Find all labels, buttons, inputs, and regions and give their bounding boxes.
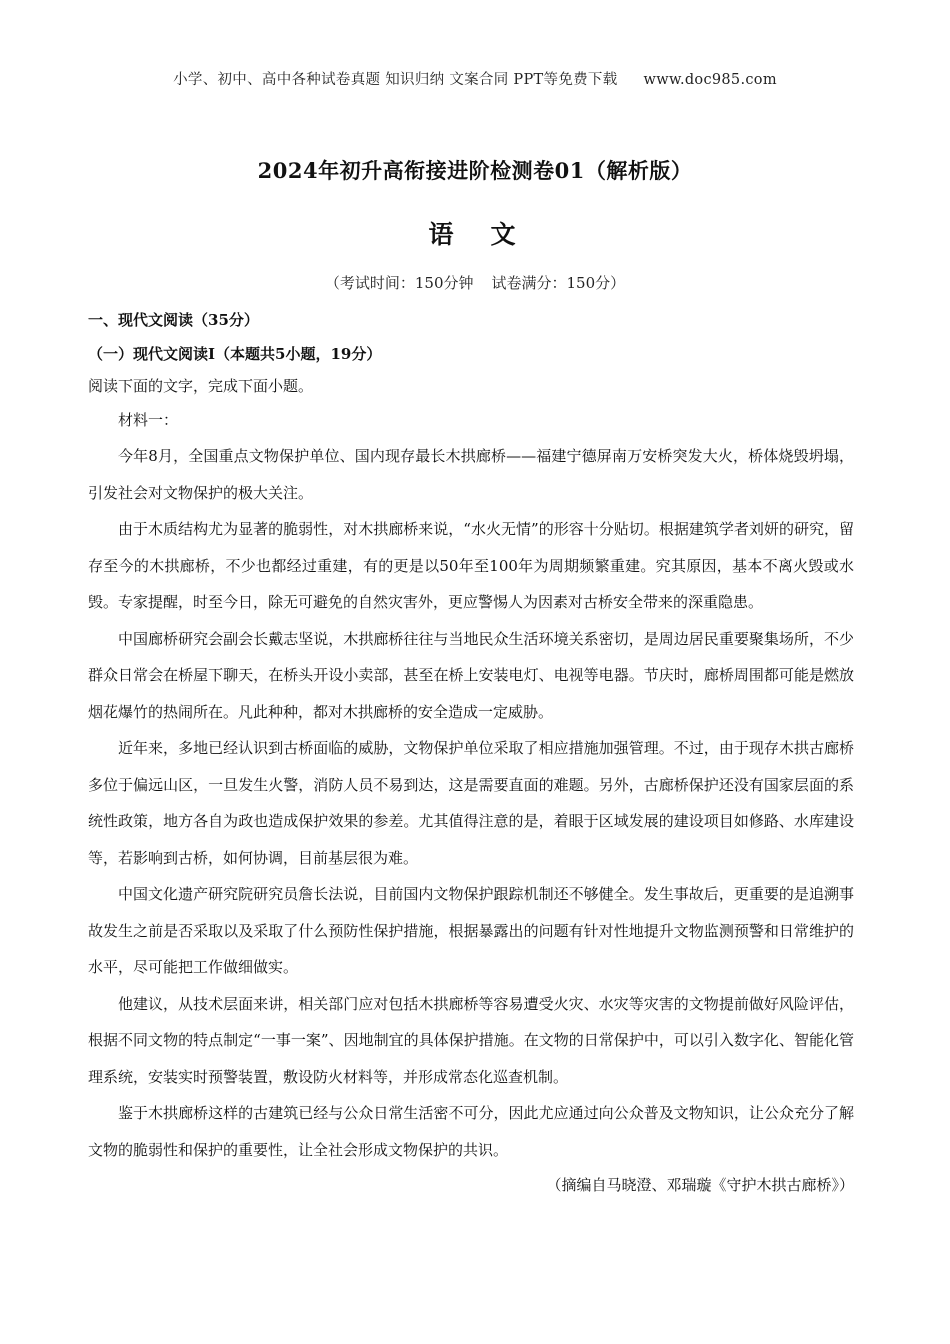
site-header: [0, 68, 950, 89]
sub-section-heading: （一）现代文阅读Ⅰ（本题共5小题，19分）: [88, 345, 382, 363]
material-label: 材料一：: [118, 411, 179, 429]
paragraph: 鉴于木拱廊桥这样的古建筑已经与公众日常生活密不可分，因此尤应通过向公众普及文物知识，让公众充分了解文物的脆弱性和保护的重要性，让全社会形成文物保护的共识。: [88, 1104, 854, 1159]
reading-instruction: 阅读下面的文字，完成下面小题。: [88, 377, 314, 395]
paragraph: 由于木质结构尤为显著的脆弱性，对木拱廊桥来说，“水火无情”的形容十分贴切。根据建筑学者刘妍的研究，留存至今的木拱廊桥，不少也都经过重建，有的更是以50年至100年为周期频繁重建。究其原因，基本不离火毁或水毁。专家提醒，时至今日，除无可避免的自然灾害外，更应警惕人为因素对古桥安全带来的深重隐患。: [88, 520, 854, 611]
source-citation: （摘编自马晓澄、邓瑞璇《守护木拱古廊桥》）: [546, 1176, 854, 1194]
exam-time: （考试时间：150分钟: [324, 274, 474, 292]
document-title: 2024年初升高衔接进阶检测卷01（解析版）: [257, 158, 693, 183]
paragraph: 中国廊桥研究会副会长戴志坚说，木拱廊桥往往与当地民众生活环境关系密切，是周边居民重要聚集场所，不少群众日常会在桥屋下聊天，在桥头开设小卖部，甚至在桥上安装电灯、电视等电器。节庆时，廊桥周围都可能是燃放烟花爆竹的热闹所在。凡此种种，都对木拱廊桥的安全造成一定威胁。: [88, 629, 854, 721]
main-content: [88, 308, 854, 1202]
paragraph: 中国文化遗产研究院研究员詹长法说，目前国内文物保护跟踪机制还不够健全。发生事故后，更重要的是追溯事故发生之前是否采取以及采取了什么预防性保护措施，根据暴露出的问题有针对性地提升文物监测预警和日常维护的水平，尽可能把工作做细做实。: [88, 885, 854, 976]
paragraph: 近年来，多地已经认识到古桥面临的威胁，文物保护单位采取了相应措施加强管理。不过，由于现存木拱古廊桥多位于偏远山区，一旦发生火警，消防人员不易到达，这是需要直面的难题。另外，古廊桥保护还没有国家层面的系统性政策，地方各自为政也造成保护效果的参差。尤其值得注意的是，着眼于区域发展的建设项目如修路、水库建设等，若影响到古桥，如何协调，目前基层很为难。: [88, 739, 854, 867]
subject-title: 语 文: [428, 220, 522, 249]
full-score: 试卷满分：150分）: [491, 274, 626, 292]
exam-info: [0, 272, 950, 293]
site-header-text: 小学、初中、高中各种试卷真题 知识归纳 文案合同 PPT等免费下载: [173, 72, 618, 88]
paragraph: 今年8月，全国重点文物保护单位、国内现存最长木拱廊桥——福建宁德屏南万安桥突发大火，桥体烧毁坍塌，引发社会对文物保护的极大关注。: [88, 447, 854, 502]
site-url-link[interactable]: www.doc985.com: [643, 72, 777, 88]
paragraph: 他建议，从技术层面来讲，相关部门应对包括木拱廊桥等容易遭受火灾、水灾等灾害的文物提前做好风险评估，根据不同文物的特点制定“一事一案”、因地制宜的具体保护措施。在文物的日常保护中，可以引入数字化、智能化管理系统，安装实时预警装置，敷设防火材料等，并形成常态化巡查机制。: [88, 994, 854, 1086]
section-heading: 一、现代文阅读（35分）: [88, 311, 259, 329]
